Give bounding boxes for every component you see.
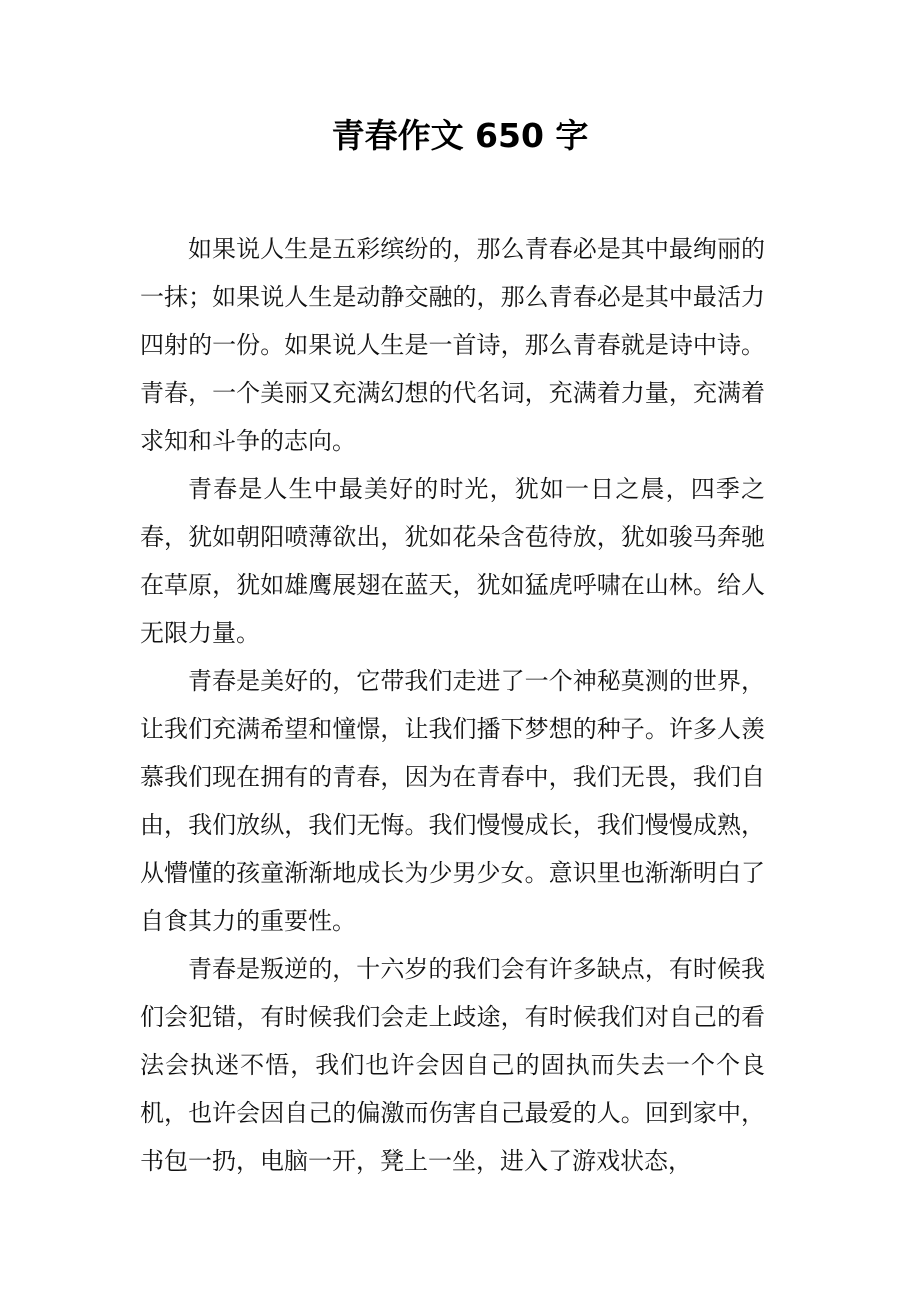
document-body <box>140 225 765 1185</box>
paragraph-4: 青春是叛逆的，十六岁的我们会有许多缺点，有时候我们会犯错，有时候我们会走上歧途，有时候我们对自己的看法会执迷不悟，我们也许会因自己的固执而失去一个个良机，也许会因自己的偏激而伤害自己最爱的人。回到家中，书包一扔，电脑一开，凳上一坐，进入了游戏状态， <box>140 955 765 1175</box>
paragraph-3: 青春是美好的，它带我们走进了一个神秘莫测的世界，让我们充满希望和憧憬，让我们播下梦想的种子。许多人羡慕我们现在拥有的青春，因为在青春中，我们无畏，我们自由，我们放纵，我们无悔。我们慢慢成长，我们慢慢成熟，从懵懂的孩童渐渐地成长为少男少女。意识里也渐渐明白了自食其力的重要性。 <box>140 667 765 935</box>
paragraph-2: 青春是人生中最美好的时光，犹如一日之晨，四季之春，犹如朝阳喷薄欲出，犹如花朵含苞待放，犹如骏马奔驰在草原，犹如雄鹰展翅在蓝天，犹如猛虎呼啸在山林。给人无限力量。 <box>140 475 765 647</box>
document-title: 青春作文 650 字 <box>331 116 589 155</box>
paragraph-1: 如果说人生是五彩缤纷的，那么青春必是其中最绚丽的一抹；如果说人生是动静交融的，那么青春必是其中最活力四射的一份。如果说人生是一首诗，那么青春就是诗中诗。青春，一个美丽又充满幻想的代名词，充满着力量，充满着求知和斗争的志向。 <box>140 235 765 455</box>
